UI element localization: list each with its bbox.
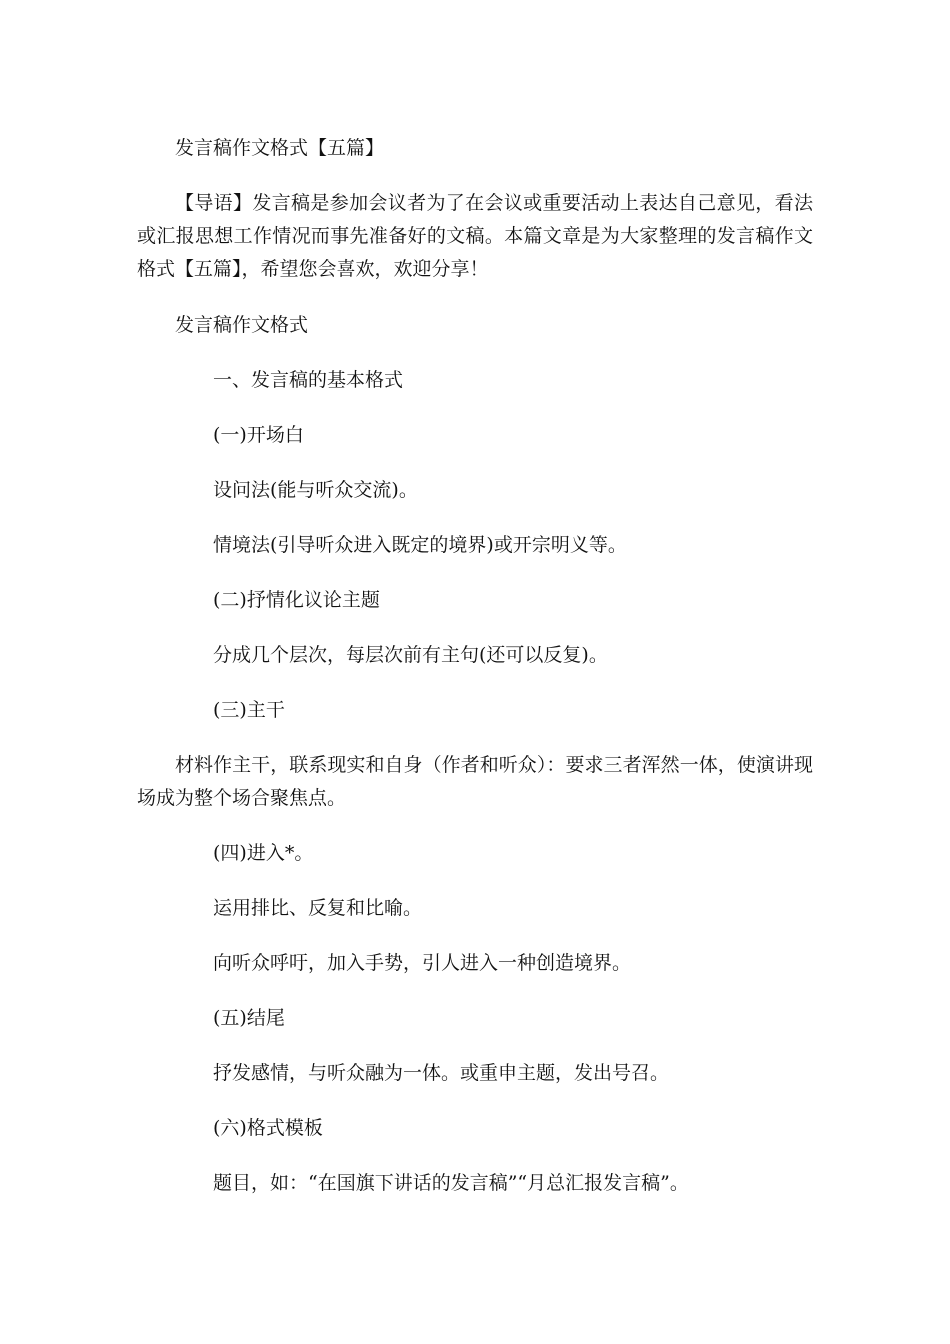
- document-title: 发言稿作文格式【五篇】: [175, 137, 385, 159]
- item-template: (六)格式模板: [213, 1117, 323, 1139]
- item-rhetoric: 运用排比、反复和比喻。: [213, 897, 423, 919]
- part1-heading: 一、发言稿的基本格式: [213, 369, 404, 391]
- item-title-example: 题目，如：“在国旗下讲话的发言稿”“月总汇报发言稿”。: [213, 1172, 689, 1194]
- item-opening: (一)开场白: [213, 424, 304, 446]
- section-heading: 发言稿作文格式: [175, 314, 309, 336]
- item-lyrical-theme: (二)抒情化议论主题: [213, 589, 380, 611]
- item-express-feeling: 抒发感情，与听众融为一体。或重申主题，发出号召。: [213, 1062, 670, 1084]
- item-situation-method: 情境法(引导听众进入既定的境界)或开宗明义等。: [213, 534, 627, 556]
- item-ending: (五)结尾: [213, 1007, 285, 1029]
- intro-paragraph: 【导语】发言稿是参加会议者为了在会议或重要活动上表达自己意见，看法或汇报思想工作情况而事先准备好的文稿。本篇文章是为大家整理的发言稿作文格式【五篇】，希望您会喜欢，欢迎分享！: [137, 192, 813, 280]
- item-enter: (四)进入*。: [213, 842, 314, 864]
- item-layers: 分成几个层次，每层次前有主句(还可以反复)。: [213, 644, 608, 666]
- item-appeal: 向听众呼吁，加入手势，引人进入一种创造境界。: [213, 952, 632, 974]
- item-main-body: (三)主干: [213, 699, 285, 721]
- item-question-method: 设问法(能与听众交流)。: [213, 479, 418, 501]
- body-paragraph: 材料作主干，联系现实和自身（作者和听众）：要求三者浑然一体，使演讲现场成为整个场合聚焦点。: [137, 754, 813, 809]
